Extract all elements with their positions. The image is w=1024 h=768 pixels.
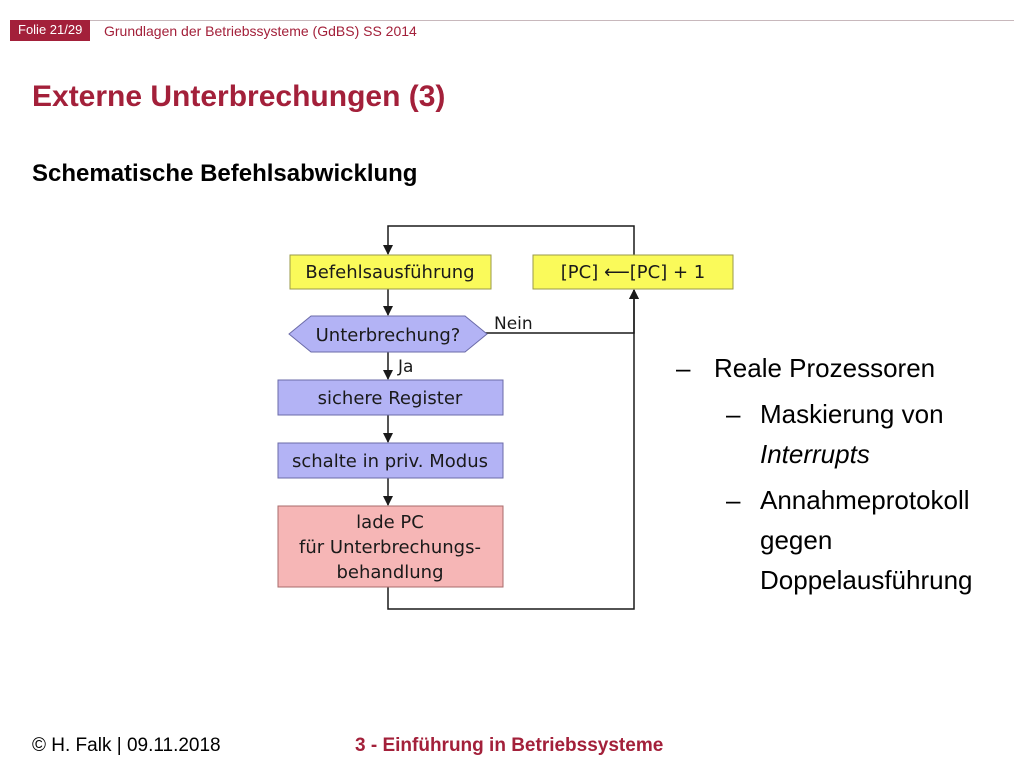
footer-chapter: 3 - Einführung in Betriebssysteme bbox=[355, 735, 664, 756]
bullet-dash: – bbox=[726, 399, 741, 429]
bullet-main bbox=[676, 348, 1016, 388]
switch-mode-label: schalte in priv. Modus bbox=[292, 451, 488, 472]
bullet-sub-1 bbox=[676, 394, 1016, 474]
bullet-main-text: Reale Prozessoren bbox=[714, 353, 936, 383]
bullet-dash: – bbox=[676, 353, 691, 383]
decision-label: Unterbrechung? bbox=[315, 325, 461, 346]
bullet-list bbox=[676, 348, 1016, 600]
footer-author-date: © H. Falk | 09.11.2018 bbox=[32, 735, 221, 756]
bullet-sub-2-line-2: gegen bbox=[760, 525, 833, 555]
save-registers-label: sichere Register bbox=[317, 388, 463, 409]
slide-number: Folie 21/29 bbox=[10, 20, 90, 41]
no-label: Nein bbox=[494, 314, 533, 334]
load-pc-label-2: für Unterbrechungs- bbox=[299, 537, 481, 558]
increment-label: [PC] ⟵[PC] + 1 bbox=[560, 262, 706, 283]
page-title: Externe Unterbrechungen (3) bbox=[32, 80, 446, 113]
bullet-sub-2 bbox=[676, 480, 1016, 600]
bullet-sub-1-line-2: Interrupts bbox=[760, 439, 870, 469]
load-pc-label-1: lade PC bbox=[356, 512, 424, 533]
bullet-dash: – bbox=[726, 485, 741, 515]
bullet-sub-2-line-3: Doppelausführung bbox=[760, 565, 973, 595]
section-subtitle: Schematische Befehlsabwicklung bbox=[32, 160, 418, 187]
course-title: Grundlagen der Betriebssysteme (GdBS) SS 2014 bbox=[104, 23, 417, 39]
bullet-sub-2-line-1: Annahmeprotokoll bbox=[760, 485, 970, 515]
execute-label: Befehlsausführung bbox=[305, 262, 475, 283]
yes-label: Ja bbox=[398, 357, 414, 377]
connector-loop-top bbox=[388, 226, 634, 256]
bullet-sub-1-line-1: Maskierung von bbox=[760, 399, 944, 429]
load-pc-label-3: behandlung bbox=[336, 562, 444, 583]
